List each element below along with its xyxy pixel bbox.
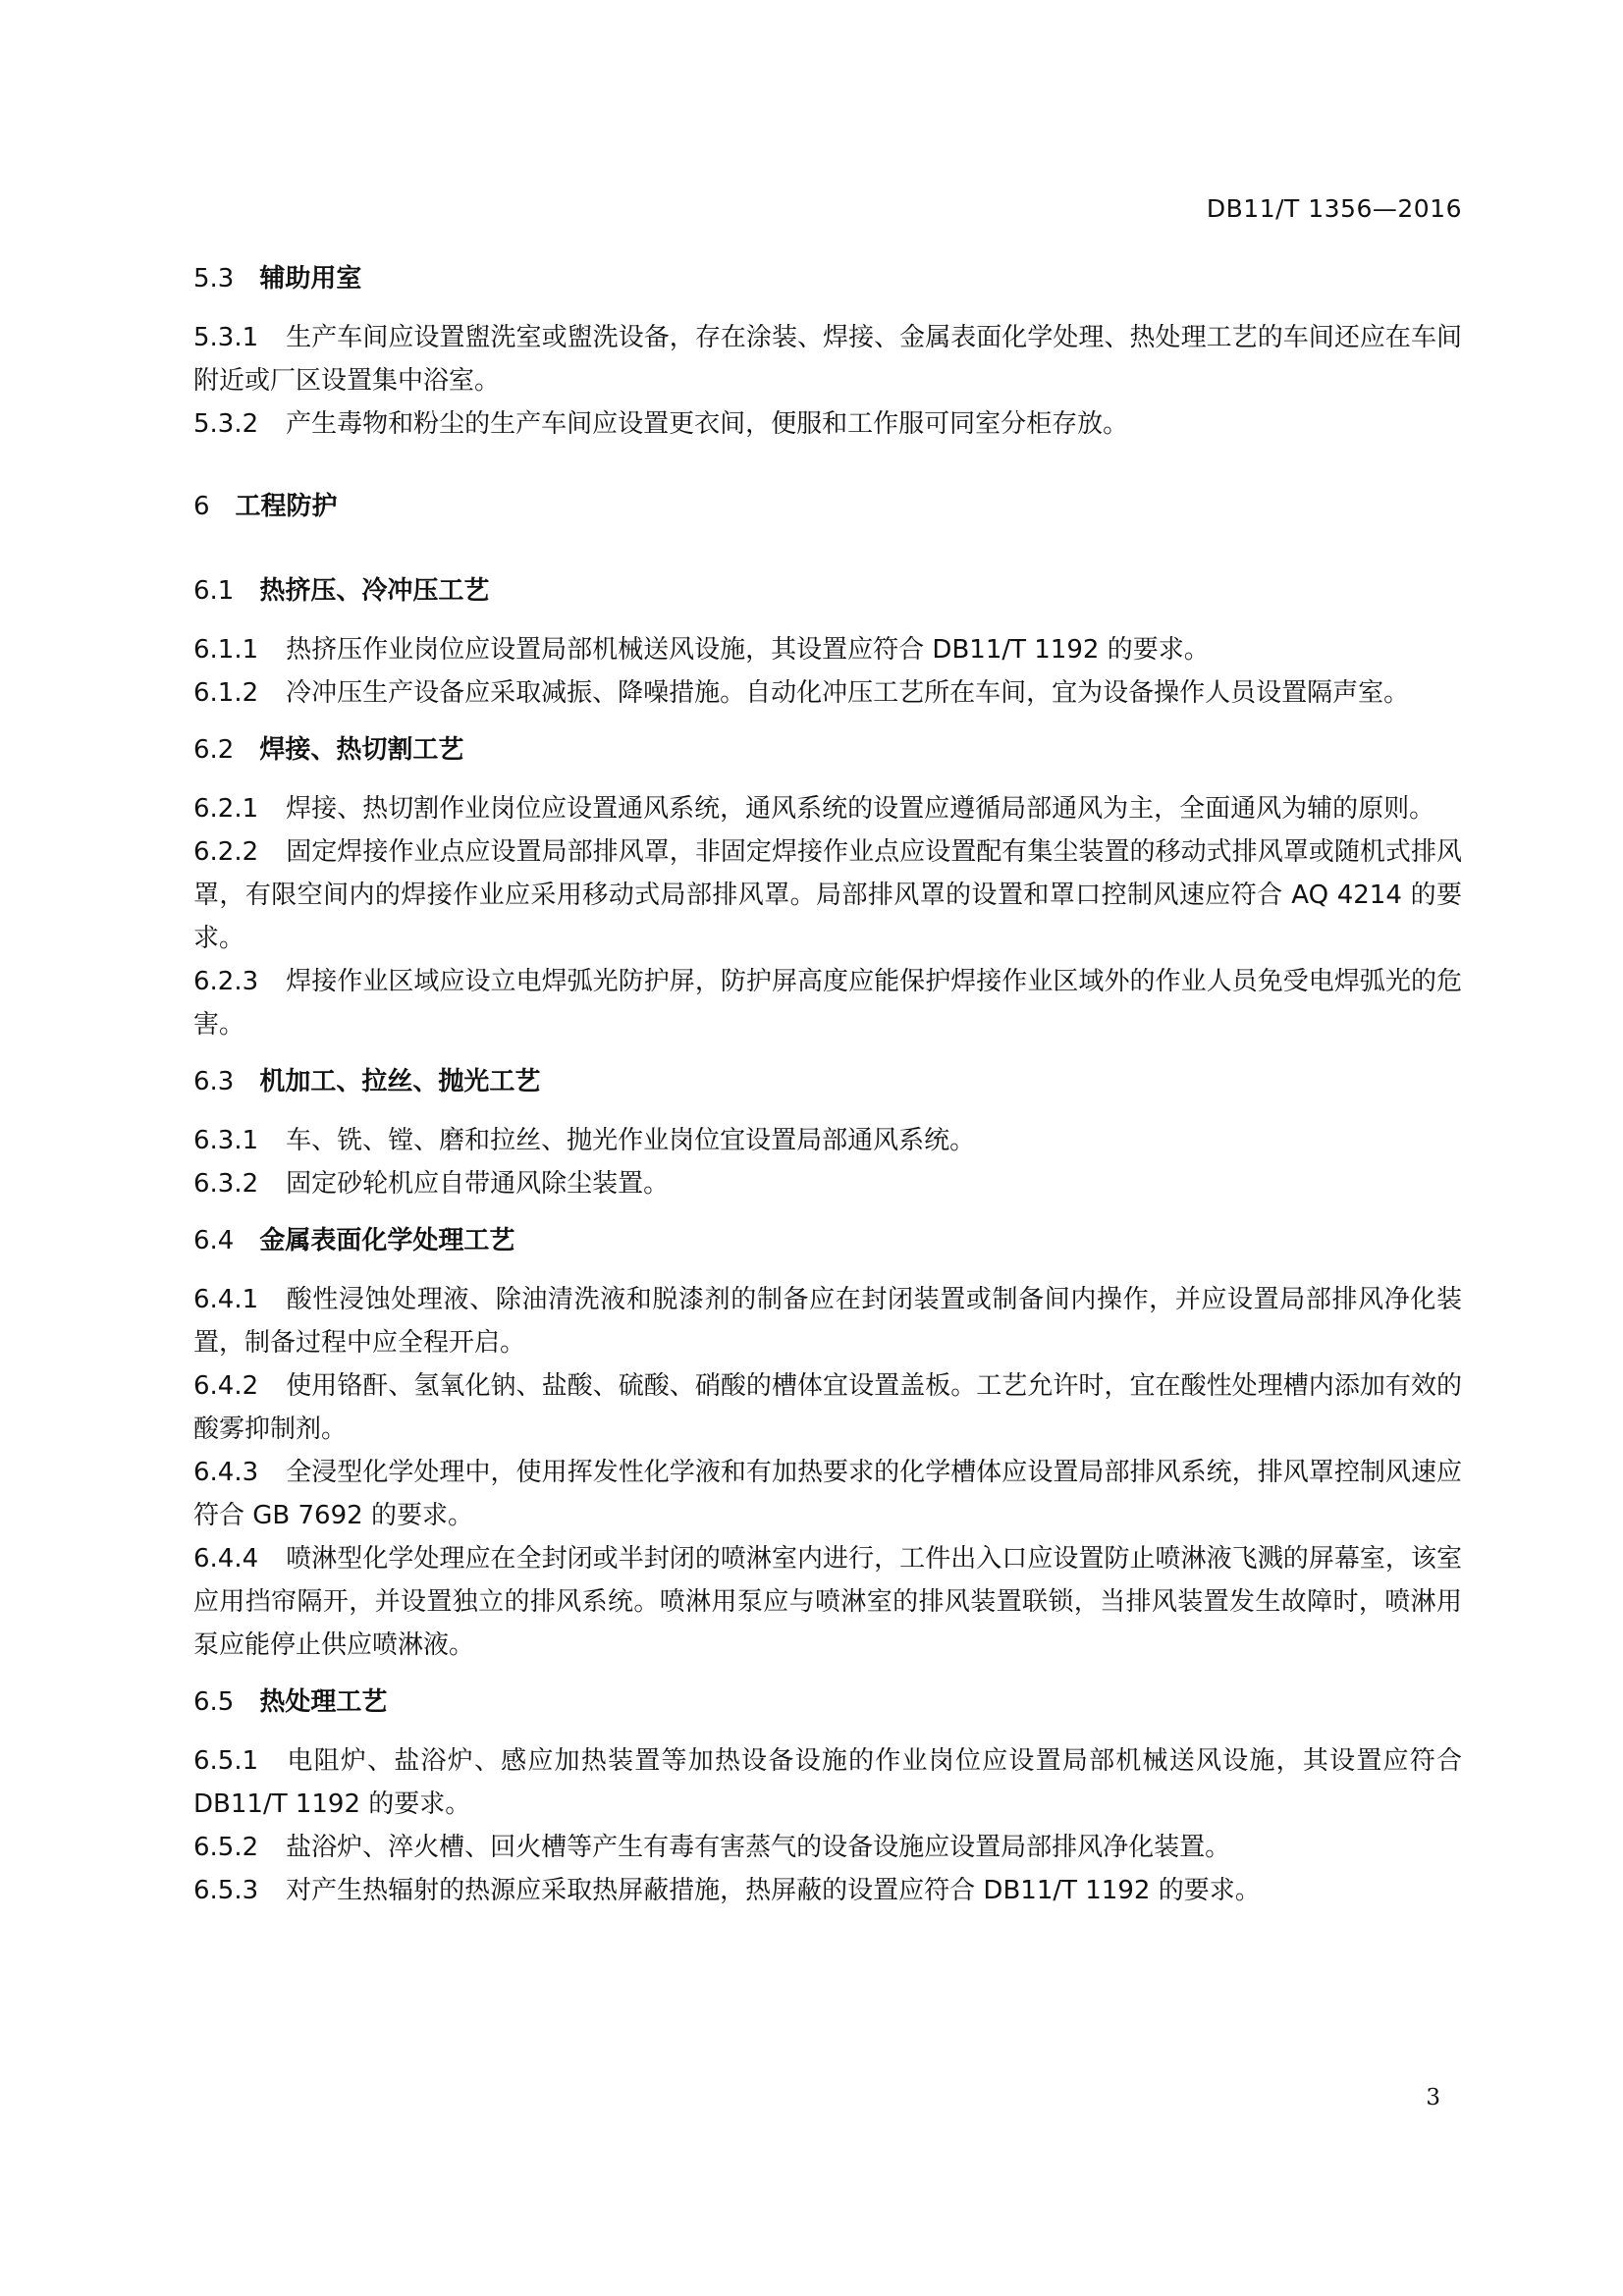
section-heading-6-4 (193, 1219, 1462, 1262)
section-title: 机加工、拉丝、抛光工艺 (259, 1067, 541, 1096)
chapter-number: 6 (193, 492, 210, 521)
clause-number: 6.5.2 (193, 1833, 259, 1862)
clause-text: 使用铬酐、氢氧化钠、盐酸、硫酸、硝酸的槽体宜设置盖板。工艺允许时，宜在酸性处理槽内添加有效的酸雾抑制剂。 (193, 1371, 1462, 1444)
section-number: 6.2 (193, 735, 235, 765)
section-title: 辅助用室 (259, 264, 362, 294)
clause-6-4-2 (193, 1364, 1462, 1451)
clause-text: 喷淋型化学处理应在全封闭或半封闭的喷淋室内进行，工件出入口应设置防止喷淋液飞溅的屏幕室，该室应用挡帘隔开，并设置独立的排风系统。喷淋用泵应与喷淋室的排风装置联锁，当排风装置发生故障时，喷淋用泵应能停止供应喷淋液。 (193, 1544, 1462, 1660)
clause-6-5-2 (193, 1826, 1462, 1869)
section-heading-6-5 (193, 1681, 1462, 1724)
clause-6-3-2 (193, 1162, 1462, 1205)
section-number: 5.3 (193, 264, 235, 294)
section-title: 热处理工艺 (259, 1687, 388, 1717)
clause-6-2-3 (193, 960, 1462, 1046)
clause-number: 6.2.2 (193, 837, 259, 867)
clause-number: 6.1.1 (193, 635, 259, 665)
clause-number: 6.1.2 (193, 678, 259, 708)
section-title: 金属表面化学处理工艺 (259, 1226, 515, 1255)
clause-text: 生产车间应设置盥洗室或盥洗设备，存在涂装、焊接、金属表面化学处理、热处理工艺的车间还应在车间附近或厂区设置集中浴室。 (193, 323, 1462, 396)
section-title: 焊接、热切割工艺 (259, 735, 464, 765)
clause-number: 6.4.4 (193, 1544, 259, 1574)
clause-text: 产生毒物和粉尘的生产车间应设置更衣间，便服和工作服可同室分柜存放。 (286, 409, 1129, 439)
clause-number: 6.5.3 (193, 1876, 259, 1905)
clause-5-3-2 (193, 402, 1462, 446)
clause-6-3-1 (193, 1119, 1462, 1162)
clause-text: 对产生热辐射的热源应采取热屏蔽措施，热屏蔽的设置应符合 DB11/T 1192 的要求。 (286, 1876, 1261, 1905)
page-number: 3 (1426, 2085, 1440, 2110)
clause-6-1-2 (193, 671, 1462, 715)
clause-text: 热挤压作业岗位应设置局部机械送风设施，其设置应符合 DB11/T 1192 的要求。 (286, 635, 1210, 665)
clause-text: 固定焊接作业点应设置局部排风罩，非固定焊接作业点应设置配有集尘装置的移动式排风罩或随机式排风罩，有限空间内的焊接作业应采用移动式局部排风罩。局部排风罩的设置和罩口控制风速应符合 AQ 4214 的要求。 (193, 837, 1462, 953)
clause-text: 焊接、热切割作业岗位应设置通风系统，通风系统的设置应遵循局部通风为主，全面通风为辅的原则。 (286, 794, 1435, 824)
clause-text: 车、铣、镗、磨和拉丝、抛光作业岗位宜设置局部通风系统。 (286, 1126, 976, 1155)
clause-text: 全浸型化学处理中，使用挥发性化学液和有加热要求的化学槽体应设置局部排风系统，排风罩控制风速应符合 GB 7692 的要求。 (193, 1458, 1462, 1530)
clause-number: 6.5.1 (193, 1746, 259, 1776)
clause-6-4-1 (193, 1278, 1462, 1364)
section-heading-5-3 (193, 257, 1462, 300)
document-body (193, 257, 1462, 1912)
clause-number: 6.2.1 (193, 794, 259, 824)
clause-number: 6.2.3 (193, 967, 259, 996)
clause-number: 6.3.1 (193, 1126, 259, 1155)
chapter-title: 工程防护 (235, 492, 338, 521)
clause-number: 6.3.2 (193, 1169, 259, 1199)
section-heading-6-1 (193, 569, 1462, 613)
clause-6-2-2 (193, 830, 1462, 960)
clause-text: 电阻炉、盐浴炉、感应加热装置等加热设备设施的作业岗位应设置局部机械送风设施，其设置应符合 DB11/T 1192 的要求。 (193, 1746, 1462, 1819)
clause-6-4-4 (193, 1537, 1462, 1667)
clause-6-4-3 (193, 1451, 1462, 1537)
section-number: 6.4 (193, 1226, 235, 1255)
clause-text: 焊接作业区域应设立电焊弧光防护屏，防护屏高度应能保护焊接作业区域外的作业人员免受电焊弧光的危害。 (193, 967, 1462, 1040)
clause-text: 酸性浸蚀处理液、除油清洗液和脱漆剂的制备应在封闭装置或制备间内操作，并应设置局部排风净化装置，制备过程中应全程开启。 (193, 1285, 1462, 1358)
clause-6-1-1 (193, 628, 1462, 671)
clause-number: 6.4.3 (193, 1458, 259, 1487)
section-heading-6-3 (193, 1060, 1462, 1103)
clause-text: 固定砂轮机应自带通风除尘装置。 (286, 1169, 670, 1199)
clause-number: 5.3.2 (193, 409, 259, 439)
clause-text: 盐浴炉、淬火槽、回火槽等产生有毒有害蒸气的设备设施应设置局部排风净化装置。 (286, 1833, 1231, 1862)
section-title: 热挤压、冷冲压工艺 (259, 576, 490, 606)
clause-6-5-3 (193, 1869, 1462, 1912)
document-code-header: DB11/T 1356—2016 (1206, 194, 1462, 223)
chapter-heading-6 (193, 485, 1462, 528)
section-heading-6-2 (193, 728, 1462, 772)
clause-6-5-1 (193, 1739, 1462, 1826)
clause-text: 冷冲压生产设备应采取减振、降噪措施。自动化冲压工艺所在车间，宜为设备操作人员设置隔声室。 (286, 678, 1410, 708)
clause-6-2-1 (193, 787, 1462, 830)
clause-number: 5.3.1 (193, 323, 259, 352)
clause-5-3-1 (193, 316, 1462, 402)
section-number: 6.5 (193, 1687, 235, 1717)
section-number: 6.3 (193, 1067, 235, 1096)
section-number: 6.1 (193, 576, 235, 606)
clause-number: 6.4.1 (193, 1285, 259, 1314)
clause-number: 6.4.2 (193, 1371, 259, 1401)
